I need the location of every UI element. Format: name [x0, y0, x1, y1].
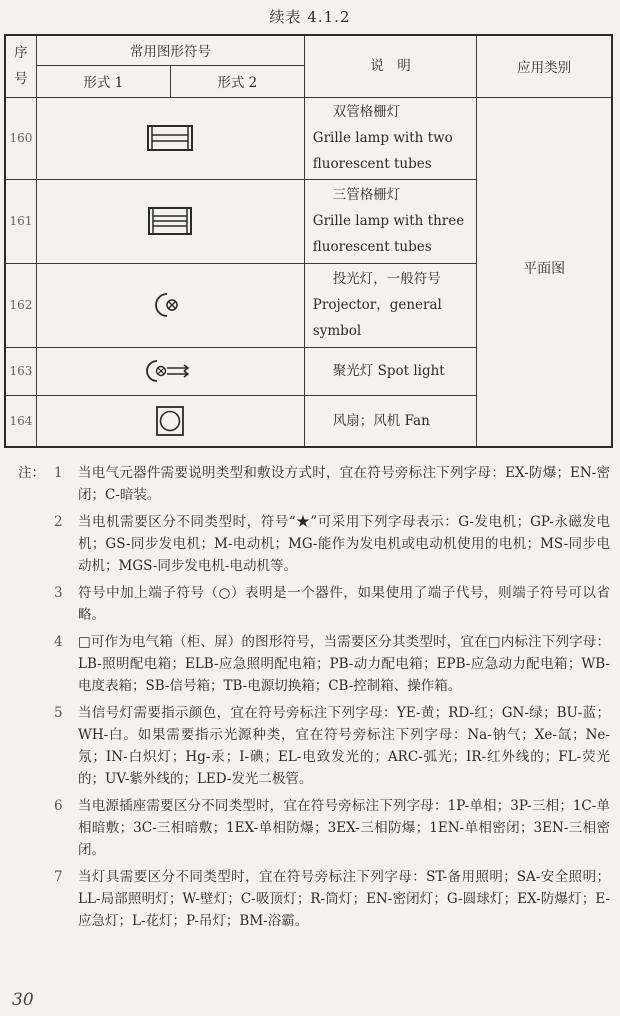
description-cell — [304, 347, 476, 395]
symbol-cell — [36, 395, 304, 447]
projector-icon — [155, 290, 185, 320]
notes-label: 注： — [18, 465, 45, 481]
row-number: 162 — [5, 263, 36, 347]
seq-header: 序号 — [5, 35, 36, 97]
note-text: 当电气元器件需要说明类型和敷设方式时，宜在符号旁标注下列字母：EX-防爆；EN-密闭；C-暗装。 — [78, 465, 610, 503]
description-en: Projector，general symbol — [312, 297, 442, 339]
symbol-table — [4, 34, 613, 448]
note-item — [10, 462, 610, 506]
fan-icon — [155, 405, 185, 437]
note-item — [10, 702, 610, 790]
note-number: 3 — [54, 585, 63, 601]
note-text: 当信号灯需要指示颜色，宜在符号旁标注下列字母：YE-黄；RD-红；GN-绿；BU-蓝；WH-白。如果需要指示光源种类，宜在符号旁标注下列字母：Na-钠气；Xe-氙；Ne-氖；IN-白炽灯；Hg-汞；I-碘；EL-电致发光的；ARC-弧光；IR-红外线的；FL-荧光的；UV-紫外线的；LED-发光二极管。 — [78, 705, 610, 787]
description-zh: 双管格栅灯 — [332, 104, 401, 120]
row-number: 163 — [5, 347, 36, 395]
note-item — [10, 631, 610, 697]
category-header: 应用类别 — [477, 35, 612, 97]
grille-lamp-three-tubes-icon — [147, 206, 193, 236]
description-zh: 三管格栅灯 — [332, 187, 401, 203]
note-number: 2 — [54, 514, 63, 530]
note-number: 6 — [54, 798, 63, 814]
note-text: 当电机需要区分不同类型时，符号“★”可采用下列字母表示：G-发电机；GP-永磁发电机；GS-同步发电机；M-电动机；MG-能作为发电机或电动机使用的电机；MS-同步电动机；MGS-同步发电机-电动机等。 — [78, 514, 610, 574]
note-text: □可作为电气箱（柜、屏）的图形符号，当需要区分其类型时，宜在□内标注下列字母：LB-照明配电箱；ELB-应急照明配电箱；PB-动力配电箱；EPB-应急动力配电箱；WB-电度表箱；SB-信号箱；TB-电源切换箱；CB-控制箱、操作箱。 — [78, 634, 610, 694]
symbol-cell — [36, 179, 304, 263]
form1-header: 形式 1 — [36, 65, 170, 97]
grille-lamp-two-tubes-icon — [146, 124, 194, 152]
symbol-cell — [36, 97, 304, 179]
table-title: 续表 4.1.2 — [269, 8, 351, 26]
description-zh: 投光灯，一般符号 — [332, 271, 441, 287]
description-cell — [304, 395, 476, 447]
description-en: Grille lamp with three fluorescent tubes — [312, 213, 465, 255]
note-number: 7 — [54, 869, 63, 885]
table-header-row — [5, 35, 612, 65]
note-item — [10, 582, 610, 626]
note-item — [10, 866, 610, 932]
description-zh: 聚光灯 Spot light — [332, 363, 445, 379]
row-number: 160 — [5, 97, 36, 179]
symbols-header: 常用图形符号 — [36, 35, 304, 65]
symbol-cell — [36, 347, 304, 395]
note-text: 当灯具需要区分不同类型时，宜在符号旁标注下列字母：ST-备用照明；SA-安全照明；LL-局部照明灯；W-壁灯；C-吸顶灯；R-筒灯；EN-密闭灯；G-圆球灯；EX-防爆灯；E-应急灯；L-花灯；P-吊灯；BM-浴霸。 — [78, 869, 610, 929]
symbol-cell — [36, 263, 304, 347]
notes-section — [10, 462, 610, 937]
row-number: 164 — [5, 395, 36, 447]
table-row — [5, 97, 612, 179]
note-number: 1 — [54, 465, 63, 481]
note-text: 符号中加上端子符号（○）表明是一个器件，如果使用了端子代号，则端子符号可以省略。 — [78, 585, 610, 623]
note-number: 4 — [54, 634, 63, 650]
row-number: 161 — [5, 179, 36, 263]
category-cell — [477, 97, 612, 447]
description-cell — [304, 97, 476, 179]
spot-light-icon — [146, 358, 194, 384]
description-cell — [304, 263, 476, 347]
note-item — [10, 511, 610, 577]
category-value: 平面图 — [523, 260, 566, 277]
form2-header: 形式 2 — [170, 65, 304, 97]
note-item — [10, 795, 610, 861]
note-text: 当电源插座需要区分不同类型时，宜在符号旁标注下列字母：1P-单相；3P-三相；1C-单相暗敷；3C-三相暗敷；1EX-单相防爆；3EX-三相防爆；1EN-单相密闭；3EN-三相密闭。 — [78, 798, 610, 858]
description-en: Grille lamp with two fluorescent tubes — [312, 130, 453, 172]
description-header: 说 明 — [304, 35, 476, 97]
page-number: 30 — [12, 990, 34, 1010]
note-number: 5 — [54, 705, 63, 721]
description-zh: 风扇；风机 Fan — [332, 412, 430, 429]
description-cell — [304, 179, 476, 263]
